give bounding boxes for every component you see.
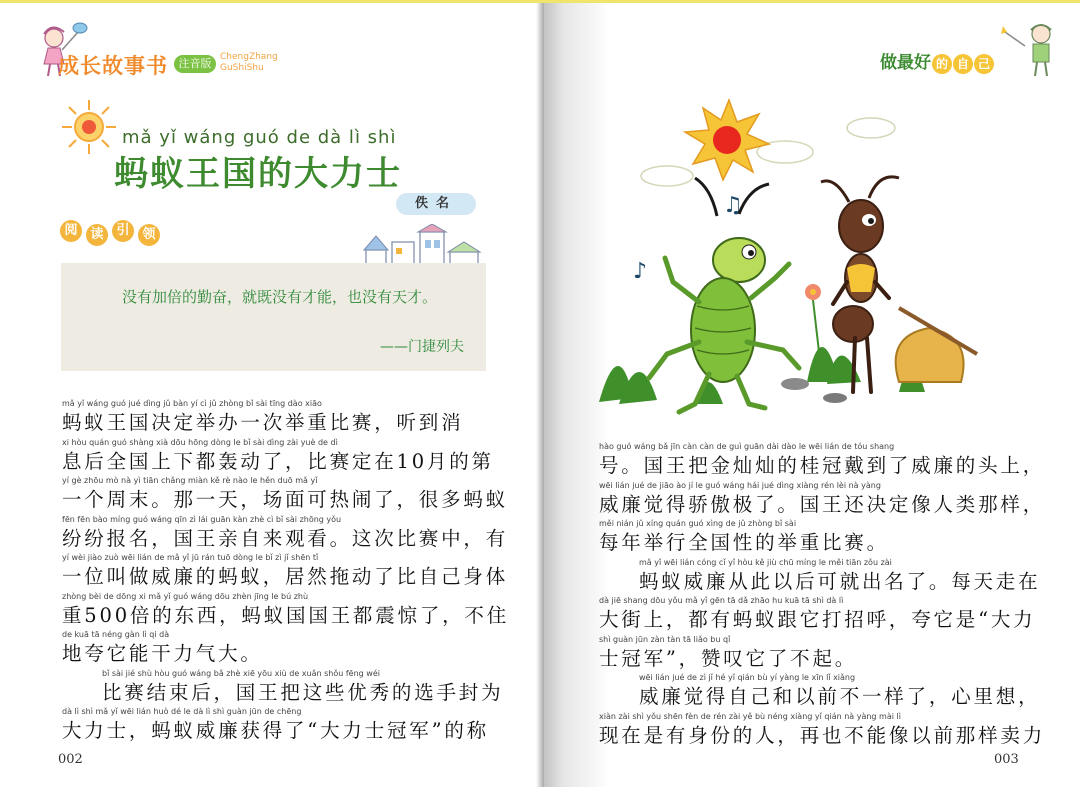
top-edge	[0, 0, 1080, 3]
chinese-text-line: 蚂蚁王国决定举办一次举重比赛，听到消	[62, 411, 464, 434]
quote-attribution: ——门捷列夫	[380, 339, 464, 355]
pinyin-line: měi nián jǔ xíng quán guó xìng de jǔ zhòng bǐ sài	[599, 519, 797, 528]
section-title-dot: 自	[953, 54, 973, 74]
pinyin-line: zhòng bèi de dōng xi mǎ yǐ guó wáng dōu zhèn jīng le bú zhù	[62, 591, 309, 601]
chinese-text-line: 号。国王把金灿灿的桂冠戴到了威廉的头上，	[599, 454, 1046, 477]
series-badge: 注音版	[174, 55, 216, 73]
guide-char: 领	[138, 224, 160, 246]
story-line	[62, 590, 509, 628]
pinyin-line: bǐ sài jié shù hòu guó wáng bǎ zhè xiē yōu xiù de xuǎn shǒu fēng wéi	[102, 668, 380, 678]
chinese-text-line: 蚂蚁威廉从此以后可就出名了。每天走在	[639, 569, 1041, 593]
pinyin-line: mǎ yǐ wēi lián cóng cǐ yǐ hòu kě jiù chū míng le měi tiān zǒu zài	[639, 557, 892, 567]
music-note-icon: ♫	[723, 193, 743, 218]
story-line	[639, 671, 1040, 709]
story-line	[62, 628, 263, 666]
pinyin-line: xi hòu quán guó shàng xià dōu hōng dòng le bǐ sài dìng zài yuè de dì	[62, 437, 338, 447]
section-title-dot: 的	[932, 54, 952, 74]
story-line	[599, 479, 1045, 517]
book-gutter-shadow	[536, 0, 544, 787]
chinese-text-line: 大力士，蚂蚁威廉获得了“大力士冠军”的称	[62, 719, 489, 742]
series-pinyin	[220, 52, 278, 74]
quote-text: 没有加倍的勤奋，就既没有才能，也没有天才。	[122, 288, 438, 306]
story-line	[62, 705, 489, 743]
story-line	[599, 594, 1035, 632]
story-line	[599, 440, 1045, 478]
title-pinyin: mǎ yǐ wáng guó de dà lì shì	[122, 127, 397, 148]
chinese-text-line: 威廉觉得骄傲极了。国王还决定像人类那样，	[599, 492, 1046, 516]
chinese-text-line: 威廉觉得自己和以前不一样了，心里想，	[639, 685, 1041, 708]
guide-char: 引	[112, 220, 134, 242]
story-line	[62, 513, 508, 551]
pinyin-line: shì guàn jūn zàn tàn tā liǎo bu qǐ	[599, 634, 731, 644]
story-illustration	[599, 92, 1035, 422]
section-title-dot: 己	[974, 54, 994, 74]
story-line	[639, 556, 1040, 594]
story-line	[62, 551, 508, 589]
sun-icon	[60, 98, 118, 156]
series-pinyin-line: ChengZhang	[220, 52, 278, 62]
pinyin-line: mǎ yǐ wáng guó jué dìng jǔ bàn yí cì jǔ zhòng bǐ sài tīng dào xiāo	[62, 399, 322, 408]
chinese-text-line: 每年举行全国性的举重比赛。	[599, 531, 889, 554]
guide-char: 阅	[60, 220, 82, 242]
story-line	[599, 710, 1045, 748]
pinyin-line: wēi lián jué de zì jǐ hé yǐ qián bù yí yàng le xīn lǐ xiǎng	[639, 673, 856, 682]
chinese-text-line: 大街上，都有蚂蚁跟它打招呼，夸它是“大力	[599, 608, 1036, 631]
chinese-text-line: 息后全国上下都轰动了，比赛定在10月的第	[62, 449, 494, 473]
pinyin-line: yí gè zhōu mò nà yì tiān chǎng miàn kě rè nào le hěn duō mǎ yǐ	[62, 476, 318, 485]
section-title	[880, 48, 994, 74]
pinyin-line: hào guó wáng bǎ jīn càn càn de guì guān dài dào le wēi lián de tóu shang	[599, 442, 895, 451]
pinyin-line: yí wèi jiào zuò wēi lián de mǎ yǐ jū rán tuō dòng le bǐ zì jǐ shēn tǐ	[62, 553, 319, 562]
story-line	[62, 436, 494, 474]
story-line	[62, 397, 463, 435]
pinyin-line: wēi lián jué de jiāo ào jí le guó wáng hái jué dìng xiàng rén lèi nà yàng	[599, 480, 881, 490]
section-title-prefix: 做最好	[880, 53, 931, 73]
page-number: 003	[994, 752, 1019, 767]
music-note-icon: ♪	[633, 259, 648, 284]
chinese-text-line: 重500倍的东西，蚂蚁国国王都震惊了，不住	[62, 603, 510, 627]
story-line	[599, 633, 857, 671]
chinese-text-line: 现在是有身份的人，再也不能像以前那样卖力	[599, 723, 1046, 747]
page-number: 002	[58, 752, 83, 767]
story-line	[102, 667, 503, 705]
author-tag: 佚名	[396, 193, 476, 215]
boy-mascot-icon	[1001, 18, 1067, 78]
pinyin-line: de kuā tā néng gàn lì qi dà	[62, 630, 170, 639]
right-page	[541, 0, 1080, 787]
series-pinyin-line: GuShiShu	[220, 63, 264, 73]
chinese-text-line: 比赛结束后，国王把这些优秀的选手封为	[102, 680, 504, 704]
story-title: 蚂蚁王国的大力士	[114, 154, 402, 194]
chinese-text-line: 纷纷报名，国王亲自来观看。这次比赛中，有	[62, 526, 509, 550]
pinyin-line: xiàn zài shì yǒu shēn fèn de rén zài yě bù néng xiàng yǐ qián nà yàng mài lì	[599, 711, 901, 721]
pinyin-line: fēn fēn bào míng guó wáng qīn zì lái guān kàn zhè cì bǐ sài zhōng yǒu	[62, 514, 342, 524]
pinyin-line: dà jiē shang dōu yǒu mǎ yǐ gēn tā dǎ zhāo hu kuā tā shì dà lì	[599, 596, 844, 605]
pinyin-line: dà lì shì mǎ yǐ wēi lián huò dé le dà lì shì guàn jūn de chēng	[62, 707, 302, 716]
chinese-text-line: 地夸它能干力气大。	[62, 642, 263, 665]
story-line	[62, 474, 508, 512]
guide-char: 读	[86, 224, 108, 246]
chinese-text-line: 士冠军”，赞叹它了不起。	[599, 646, 858, 670]
series-title: 成长故事书	[58, 54, 168, 78]
story-line	[599, 517, 889, 555]
chinese-text-line: 一个周末。那一天，场面可热闹了，很多蚂蚁	[62, 488, 509, 511]
chinese-text-line: 一位叫做威廉的蚂蚁，居然拖动了比自己身体	[62, 565, 509, 588]
